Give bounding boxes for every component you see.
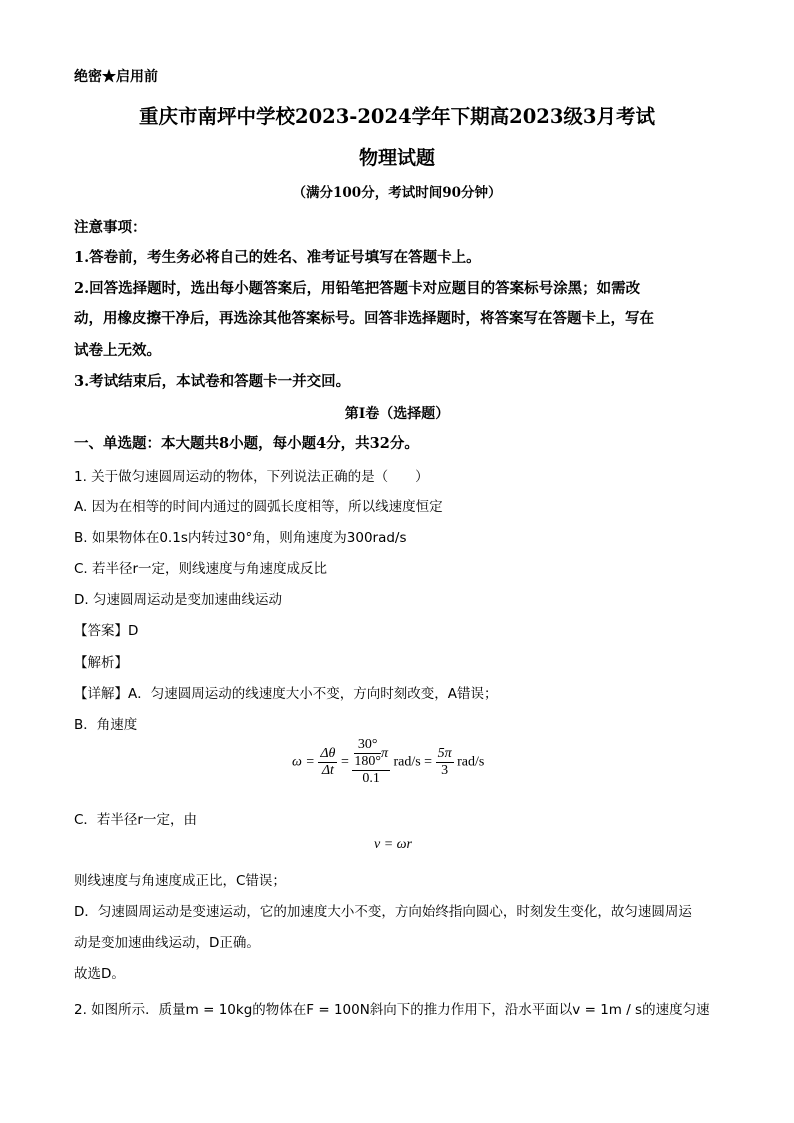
- fraction-result-num: 5π: [436, 746, 454, 763]
- q1-detail-c: C．若半径r一定，由: [74, 812, 197, 828]
- notice-item-2-line-3: 试卷上无效。: [74, 342, 161, 359]
- q2-stem: 2. 如图所示．质量m = 10kg的物体在F = 100N斜向下的推力作用下，沿水平面以v = 1m / s的速度匀速: [74, 1002, 710, 1018]
- q1-conclusion: 故选D。: [74, 966, 125, 982]
- section-heading: 一、单选题：本大题共8小题，每小题4分，共32分。: [74, 435, 419, 452]
- angular-velocity-formula: [292, 737, 484, 787]
- fraction-inner: [354, 737, 381, 770]
- fraction-delta: [318, 746, 337, 779]
- q1-stem: 1. 关于做匀速圆周运动的物体，下列说法正确的是（ ）: [74, 469, 429, 485]
- score-note: （满分100分，考试时间90分钟）: [292, 185, 502, 201]
- notice-heading: 注意事项：: [74, 219, 147, 236]
- formula-lhs: ω =: [292, 754, 315, 770]
- fraction-big-den: 0.1: [362, 771, 380, 787]
- q1-option-c: C. 若半径r一定，则线速度与角速度成反比: [74, 561, 328, 577]
- q1-detail-c2: 则线速度与角速度成正比，C错误；: [74, 873, 286, 889]
- notice-item-1: 1.答卷前，考生务必将自己的姓名、准考证号填写在答题卡上。: [74, 249, 481, 266]
- q1-analysis-label: 【解析】: [74, 655, 128, 671]
- volume-heading: 第Ⅰ卷（选择题）: [344, 406, 450, 422]
- fraction-inner-den: 180°: [354, 754, 381, 770]
- q1-option-a: A. 因为在相等的时间内通过的圆弧长度相等，所以线速度恒定: [74, 499, 443, 515]
- q1-detail-d-line-1: D．匀速圆周运动是变速运动，它的加速度大小不变，方向始终指向圆心，时刻发生变化，故匀速圆周运: [74, 904, 692, 920]
- exam-title: 重庆市南坪中学校2023-2024学年下期高2023级3月考试: [139, 105, 655, 128]
- notice-item-2-line-2: 动，用橡皮擦干净后，再选涂其他答案标号。回答非选择题时，将答案写在答题卡上，写在: [74, 310, 654, 327]
- fraction-delta-num: Δθ: [318, 746, 337, 763]
- fraction-inner-num: 30°: [354, 737, 381, 754]
- formula-eq: =: [340, 754, 349, 770]
- pi-symbol: π: [380, 745, 388, 761]
- q1-detail-a: 【详解】A．匀速圆周运动的线速度大小不变，方向时刻改变，A错误；: [74, 686, 498, 702]
- fraction-big: [352, 737, 390, 787]
- formula-unit-1: rad/s =: [393, 754, 433, 770]
- notice-item-2-line-1: 2.回答选择题时，选出每小题答案后，用铅笔把答题卡对应题目的答案标号涂黑；如需改: [74, 280, 641, 297]
- fraction-delta-den: Δt: [321, 762, 334, 778]
- exam-subtitle: 物理试题: [358, 147, 435, 169]
- q1-option-d: D. 匀速圆周运动是变加速曲线运动: [74, 592, 282, 608]
- notice-item-3: 3.考试结束后，本试卷和答题卡一并交回。: [74, 373, 351, 390]
- formula-unit-2: rad/s: [457, 754, 485, 770]
- confidential-label: 绝密★启用前: [74, 69, 158, 85]
- q1-answer: 【答案】D: [74, 623, 139, 639]
- fraction-result-den: 3: [441, 762, 449, 778]
- linear-velocity-formula: v = ωr: [374, 837, 412, 852]
- q1-detail-d-line-2: 动是变加速曲线运动，D正确。: [74, 935, 260, 951]
- fraction-result: [436, 746, 454, 779]
- q1-option-b: B. 如果物体在0.1s内转过30°角，则角速度为300rad/s: [74, 530, 407, 546]
- q1-detail-b: B．角速度: [74, 717, 138, 733]
- fraction-big-num: [352, 737, 390, 771]
